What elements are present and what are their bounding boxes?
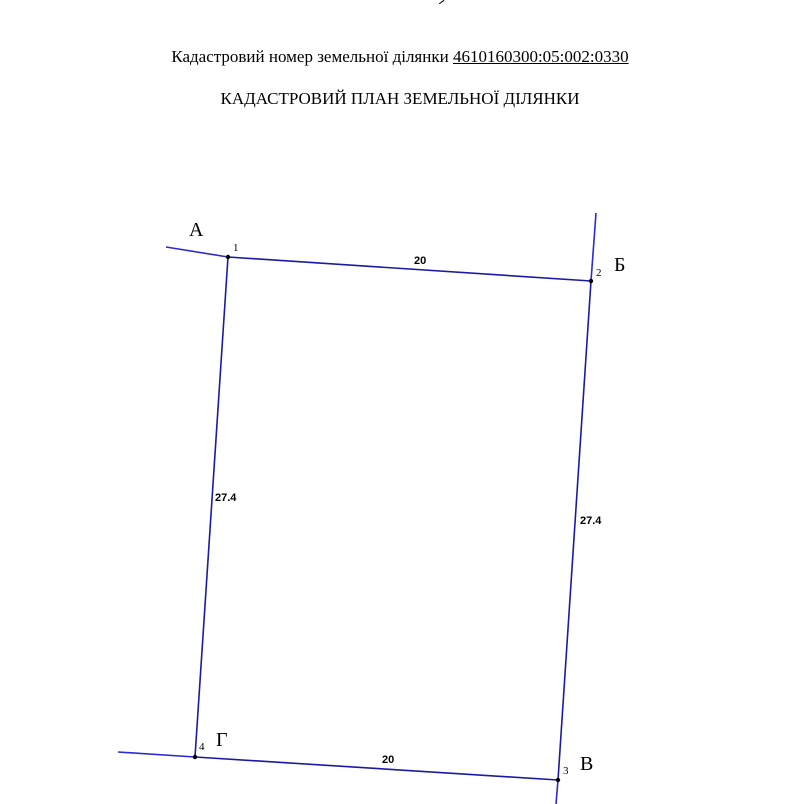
adjacent-line-v <box>556 780 558 804</box>
cadastral-number-label: Кадастровий номер земельної ділянки <box>171 47 449 66</box>
side-length-left: 27.4 <box>215 492 237 504</box>
boundary-bottom <box>195 757 558 780</box>
vertex-number-4: 4 <box>199 741 205 753</box>
adjacent-line-g <box>118 752 195 757</box>
cadastral-number-value: 4610160300:05:002:0330 <box>452 47 629 66</box>
corner-letter-v: В <box>580 753 594 775</box>
vertex-point-2 <box>589 279 593 283</box>
vertex-number-1: 1 <box>233 242 239 254</box>
vertex-point-1 <box>226 255 230 259</box>
adjacent-line-a <box>166 247 228 257</box>
corner-letter-b: Б <box>614 254 626 276</box>
side-length-top: 20 <box>414 255 427 267</box>
boundary-right <box>558 281 594 780</box>
corner-letter-a: А <box>189 219 204 241</box>
plan-title: КАДАСТРОВИЙ ПЛАН ЗЕМЕЛЬНОЇ ДІЛЯНКИ <box>220 89 580 108</box>
boundary-left <box>195 257 228 757</box>
side-length-bottom: 20 <box>382 754 395 766</box>
vertex-number-2: 2 <box>596 267 602 279</box>
vertex-point-3 <box>556 778 560 782</box>
vertex-point-4 <box>193 755 197 759</box>
vertex-number-3: 3 <box>563 765 569 777</box>
boundary-top <box>228 257 591 281</box>
corner-letter-g: Г <box>216 729 228 751</box>
side-length-right: 27.4 <box>580 515 602 527</box>
